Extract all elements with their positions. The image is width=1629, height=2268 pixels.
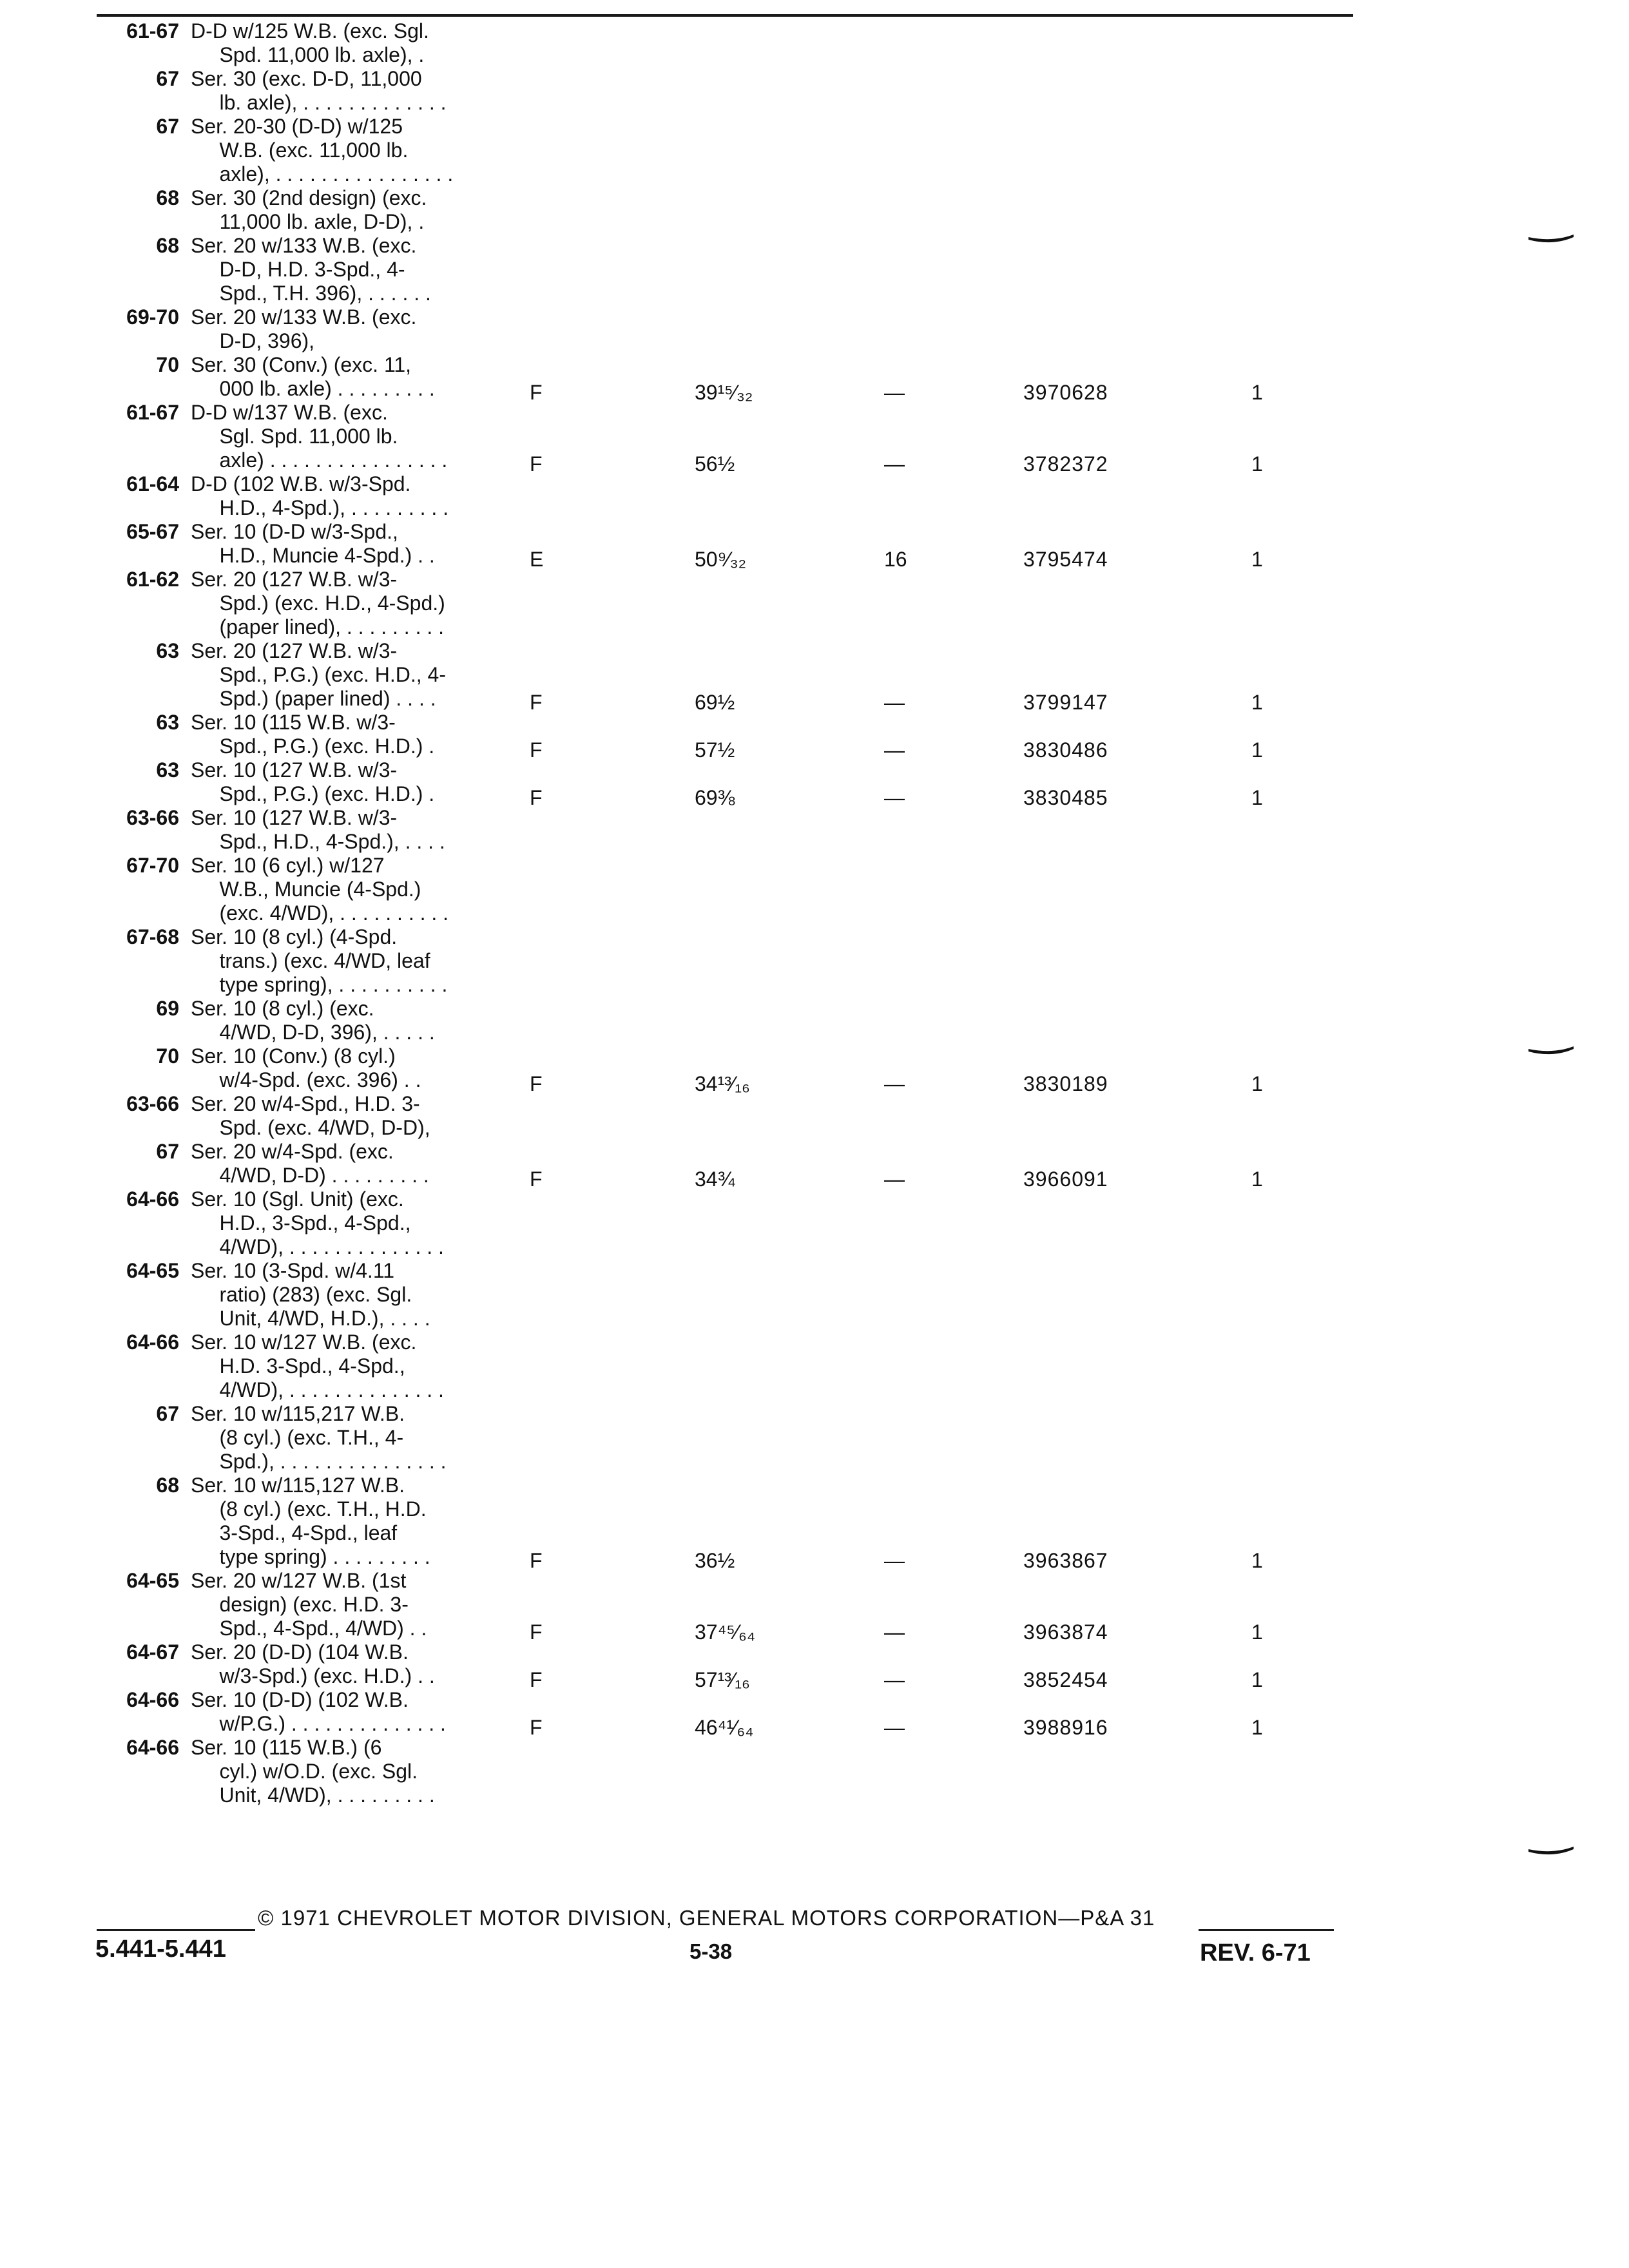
scan-mark-icon [1527, 232, 1575, 245]
quantity-value: — [884, 1668, 905, 1691]
quantity-value: — [884, 381, 905, 404]
part-number: 3782372 [1023, 452, 1108, 476]
model-years: 64-66 [126, 1331, 179, 1354]
required-count: 1 [1251, 381, 1263, 404]
model-years: 63-66 [126, 806, 179, 829]
application-description: Ser. 10 (8 cyl.) (exc. 4/WD, D-D, 396), . . . . . [191, 997, 435, 1044]
model-years: 64-66 [126, 1736, 179, 1759]
part-number: 3795474 [1023, 548, 1108, 571]
code-letter: F [530, 381, 543, 404]
model-years: 69 [156, 997, 179, 1020]
application-description: Ser. 10 (6 cyl.) w/127 W.B., Muncie (4-Spd.) (exc. 4/WD), . . . . . . . . . . [191, 854, 449, 925]
application-description: Ser. 20 w/133 W.B. (exc. D-D, 396), [191, 305, 417, 352]
model-years: 61-67 [126, 19, 179, 43]
application-description: Ser. 10 (115 W.B.) (6 cyl.) w/O.D. (exc. Sgl. Unit, 4/WD), . . . . . . . . . [191, 1736, 435, 1807]
model-years: 61-62 [126, 568, 179, 591]
model-years: 63 [156, 639, 179, 662]
page-number: 5-38 [689, 1939, 733, 1963]
application-description: Ser. 10 w/115,217 W.B. (8 cyl.) (exc. T.H., 4- Spd.), . . . . . . . . . . . . . . . [191, 1402, 447, 1473]
application-description: Ser. 20 w/4-Spd., H.D. 3- Spd. (exc. 4/WD, D-D), [191, 1092, 430, 1139]
revision-label: REV. 6-71 [1200, 1939, 1311, 1966]
application-description: Ser. 20 (D-D) (104 W.B. w/3-Spd.) (exc. H.D.) . . [191, 1640, 435, 1687]
application-description: Ser. 10 (8 cyl.) (4-Spd. trans.) (exc. 4/WD, leaf type spring), . . . . . . . . . . [191, 925, 448, 996]
quantity-value: — [884, 786, 905, 809]
application-description: Ser. 20 w/133 W.B. (exc. D-D, H.D. 3-Spd., 4- Spd., T.H. 396), . . . . . . [191, 234, 431, 305]
application-description: Ser. 20 w/4-Spd. (exc. 4/WD, D-D) . . . . . . . . . [191, 1140, 429, 1187]
quantity-value: — [884, 738, 905, 762]
quantity-value: — [884, 1620, 905, 1644]
required-count: 1 [1251, 548, 1263, 571]
model-years: 68 [156, 1474, 179, 1497]
application-description: Ser. 20 (127 W.B. w/3- Spd., P.G.) (exc. H.D., 4- Spd.) (paper lined) . . . . [191, 639, 446, 710]
part-number: 3963867 [1023, 1549, 1108, 1572]
length-value: 34¾ [695, 1168, 735, 1191]
length-value: 36½ [695, 1549, 735, 1572]
part-number: 3830189 [1023, 1072, 1108, 1095]
quantity-value: — [884, 1168, 905, 1191]
code-letter: F [530, 1668, 543, 1691]
quantity-value: — [884, 1716, 905, 1739]
required-count: 1 [1251, 452, 1263, 476]
part-number: 3970628 [1023, 381, 1108, 404]
required-count: 1 [1251, 1716, 1263, 1739]
application-description: Ser. 20-30 (D-D) w/125 W.B. (exc. 11,000 lb. axle), . . . . . . . . . . . . . . . . [191, 115, 454, 186]
model-years: 69-70 [126, 305, 179, 329]
required-count: 1 [1251, 1072, 1263, 1095]
model-years: 65-67 [126, 520, 179, 543]
application-description: Ser. 10 (127 W.B. w/3- Spd., H.D., 4-Spd.), . . . . [191, 806, 445, 853]
model-years: 64-67 [126, 1640, 179, 1664]
code-letter: F [530, 452, 543, 476]
application-description: Ser. 10 (Conv.) (8 cyl.) w/4-Spd. (exc. 396) . . [191, 1044, 421, 1091]
length-value: 46⁴¹⁄₆₄ [695, 1716, 754, 1739]
application-description: Ser. 20 (127 W.B. w/3- Spd.) (exc. H.D., 4-Spd.) (paper lined), . . . . . . . . . [191, 568, 445, 639]
length-value: 34¹³⁄₁₆ [695, 1072, 750, 1095]
model-years: 67 [156, 67, 179, 90]
application-description: Ser. 30 (2nd design) (exc. 11,000 lb. axle, D-D), . [191, 186, 427, 233]
group-number: 5.441-5.441 [95, 1936, 226, 1963]
code-letter: F [530, 786, 543, 809]
required-count: 1 [1251, 1168, 1263, 1191]
model-years: 67-70 [126, 854, 179, 877]
length-value: 69⅜ [695, 786, 735, 809]
footer-rule-right [1199, 1929, 1334, 1931]
model-years: 64-66 [126, 1688, 179, 1711]
length-value: 57½ [695, 738, 735, 762]
quantity-value: — [884, 1549, 905, 1572]
part-number: 3852454 [1023, 1668, 1108, 1691]
quantity-value: — [884, 1072, 905, 1095]
code-letter: F [530, 1620, 543, 1644]
application-description: D-D w/137 W.B. (exc. Sgl. Spd. 11,000 lb. axle) . . . . . . . . . . . . . . . . [191, 401, 448, 472]
model-years: 64-65 [126, 1259, 179, 1282]
quantity-value: — [884, 691, 905, 714]
application-description: D-D (102 W.B. w/3-Spd. H.D., 4-Spd.), . . . . . . . . . [191, 472, 449, 519]
length-value: 39¹⁵⁄₃₂ [695, 381, 753, 404]
model-years: 61-64 [126, 472, 179, 495]
application-description: Ser. 10 (D-D w/3-Spd., H.D., Muncie 4-Spd.) . . [191, 520, 435, 567]
application-description: Ser. 10 (115 W.B. w/3- Spd., P.G.) (exc. H.D.) . [191, 711, 435, 758]
application-description: Ser. 20 w/127 W.B. (1st design) (exc. H.D. 3- Spd., 4-Spd., 4/WD) . . [191, 1569, 427, 1640]
model-years: 63 [156, 711, 179, 734]
part-number: 3963874 [1023, 1620, 1108, 1644]
model-years: 63-66 [126, 1092, 179, 1115]
application-description: Ser. 10 (127 W.B. w/3- Spd., P.G.) (exc. H.D.) . [191, 758, 435, 805]
part-number: 3830485 [1023, 786, 1108, 809]
model-years: 70 [156, 353, 179, 376]
length-value: 56½ [695, 452, 735, 476]
length-value: 69½ [695, 691, 735, 714]
code-letter: E [530, 548, 544, 571]
model-years: 67 [156, 1402, 179, 1425]
code-letter: F [530, 1168, 543, 1191]
length-value: 57¹³⁄₁₆ [695, 1668, 750, 1691]
required-count: 1 [1251, 786, 1263, 809]
model-years: 67 [156, 115, 179, 138]
code-letter: F [530, 1549, 543, 1572]
model-years: 64-65 [126, 1569, 179, 1592]
application-description: Ser. 30 (exc. D-D, 11,000 lb. axle), . . . . . . . . . . . . . [191, 67, 447, 114]
code-letter: F [530, 691, 543, 714]
length-value: 37⁴⁵⁄₆₄ [695, 1620, 755, 1644]
code-letter: F [530, 1072, 543, 1095]
required-count: 1 [1251, 1620, 1263, 1644]
quantity-value: 16 [884, 548, 907, 571]
footer-rule-left [97, 1929, 255, 1931]
scan-mark-icon [1527, 1844, 1575, 1857]
length-value: 50⁹⁄₃₂ [695, 548, 747, 571]
copyright-line: © 1971 CHEVROLET MOTOR DIVISION, GENERAL MOTORS CORPORATION—P&A 31 [258, 1906, 1155, 1930]
part-number: 3799147 [1023, 691, 1108, 714]
required-count: 1 [1251, 1668, 1263, 1691]
scan-mark-icon [1527, 1044, 1575, 1057]
part-number: 3830486 [1023, 738, 1108, 762]
required-count: 1 [1251, 1549, 1263, 1572]
model-years: 70 [156, 1044, 179, 1068]
code-letter: F [530, 1716, 543, 1739]
model-years: 64-66 [126, 1187, 179, 1211]
application-description: Ser. 10 (D-D) (102 W.B. w/P.G.) . . . . . . . . . . . . . . [191, 1688, 446, 1735]
application-description: Ser. 10 w/127 W.B. (exc. H.D. 3-Spd., 4-Spd., 4/WD), . . . . . . . . . . . . . . [191, 1331, 444, 1401]
application-description: Ser. 30 (Conv.) (exc. 11, 000 lb. axle) . . . . . . . . . [191, 353, 435, 400]
application-description: D-D w/125 W.B. (exc. Sgl. Spd. 11,000 lb. axle), . [191, 19, 429, 66]
model-years: 63 [156, 758, 179, 782]
required-count: 1 [1251, 691, 1263, 714]
model-years: 67 [156, 1140, 179, 1163]
quantity-value: — [884, 452, 905, 476]
application-description: Ser. 10 (3-Spd. w/4.11 ratio) (283) (exc. Sgl. Unit, 4/WD, H.D.), . . . . [191, 1259, 430, 1330]
part-number: 3966091 [1023, 1168, 1108, 1191]
model-years: 67-68 [126, 925, 179, 948]
model-years: 68 [156, 234, 179, 257]
part-number: 3988916 [1023, 1716, 1108, 1739]
model-years: 61-67 [126, 401, 179, 424]
required-count: 1 [1251, 738, 1263, 762]
model-years: 68 [156, 186, 179, 209]
application-description: Ser. 10 w/115,127 W.B. (8 cyl.) (exc. T.H., H.D. 3-Spd., 4-Spd., leaf type spring) . . . . . . . . . [191, 1474, 430, 1568]
application-description: Ser. 10 (Sgl. Unit) (exc. H.D., 3-Spd., 4-Spd., 4/WD), . . . . . . . . . . . . . . [191, 1187, 444, 1258]
code-letter: F [530, 738, 543, 762]
